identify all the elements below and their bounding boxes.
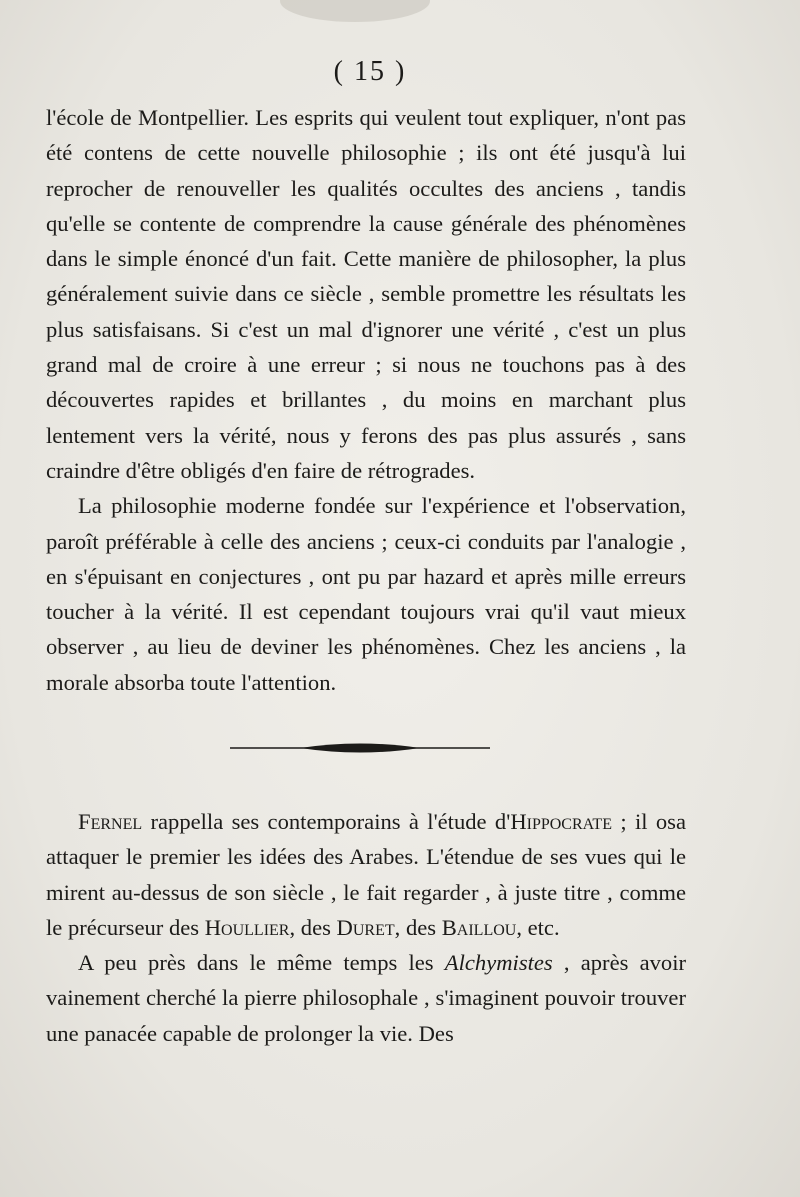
paragraph-fernel: Fernel rappella ses contemporains à l'étude d'Hippocrate ; il osa attaquer le premier les idées des Arabes. L'étendue de ses vues qui le mirent au-dessus de son siècle , le fait regarder , à juste titre , comme le précurseur des Houllier, des Duret, des Baillou, etc.	[46, 809, 686, 940]
paragraph-montpellier: l'école de Montpellier. Les esprits qui veulent tout expliquer, n'ont pas été contens de cette nouvelle philosophie ; ils ont été jusqu'à lui reprocher de renouveller les qualités occultes des anciens , tandis qu'elle se contente de comprendre la cause générale des phénomènes dans le simple énoncé d'un fait. Cette manière de philosopher, la plus généralement suivie dans ce siècle , semble promettre les résultats les plus satisfaisans. Si c'est un mal d'ignorer une vérité , c'est un plus grand mal de croire à une erreur ; si nous ne touchons pas à des découvertes rapides et brillantes , du moins en marchant plus lentement vers la vérité, nous y ferons des pas plus assurés , sans craindre d'être obligés d'en faire de rétrogrades.	[46, 105, 686, 483]
term-alchymistes: Alchymistes	[444, 950, 553, 976]
name-fernel: Fernel	[78, 809, 143, 834]
paragraph-modern-philosophy: La philosophie moderne fondée sur l'expérience et l'observation, paroît préférable à celle des anciens ; ceux-ci conduits par l'analogie , en s'épuisant en conjectures , ont pu par hazard et après mille erreurs toucher à la vérité. Il est cependant toujours vrai qu'il vaut mieux observer , au lieu de deviner les phénomènes. Chez les anciens , la morale absorba toute l'attention.	[46, 493, 686, 695]
paper-stain	[280, 0, 430, 22]
name-duret: Duret	[336, 914, 395, 940]
name-houllier: Houllier	[204, 914, 290, 940]
section-divider-ornament	[230, 736, 490, 760]
name-hippocrate: Hippocrate	[510, 809, 612, 834]
upper-text-block	[46, 100, 686, 700]
lower-text-block	[46, 804, 686, 1051]
page-number: ( 15 )	[333, 56, 407, 87]
name-baillou: Baillou	[441, 914, 517, 940]
paragraph-alchymistes: A peu près dans le même temps les Alchymistes , après avoir vainement cherché la pierre philosophale , s'imaginent pouvoir trouver une panacée capable de prolonger la vie. Des	[46, 950, 687, 1046]
